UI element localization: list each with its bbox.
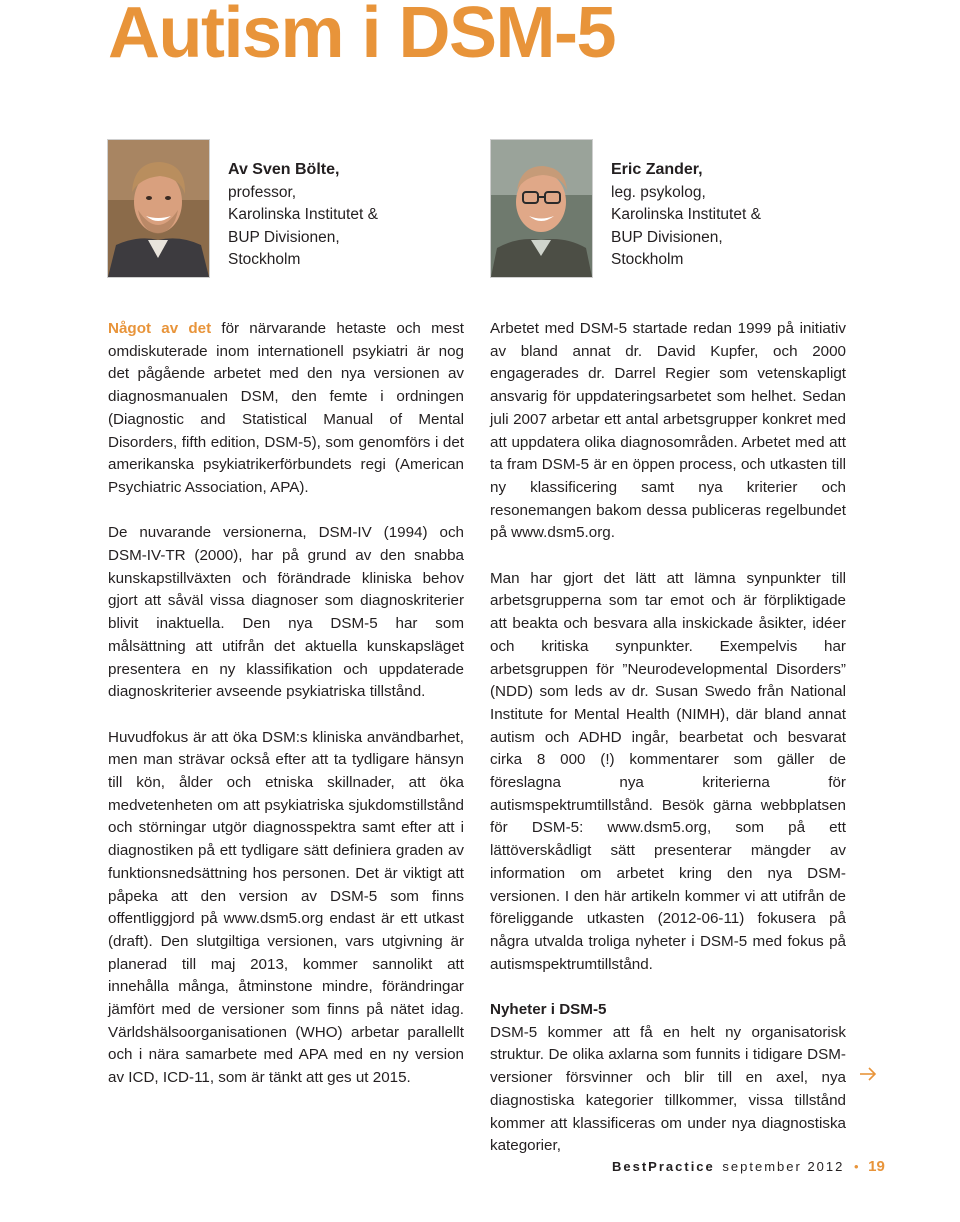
author-division: BUP Divisionen, xyxy=(611,228,723,246)
right-column xyxy=(490,318,846,1181)
author-affiliation: Karolinska Institutet & xyxy=(228,206,378,223)
author-byline-2 xyxy=(611,159,841,272)
author-title: professor, xyxy=(228,183,297,201)
lead-in: Något av det xyxy=(108,320,212,337)
separator-bullet: • xyxy=(853,1159,859,1174)
body-paragraph: Huvudfokus är att öka DSM:s kliniska användbarhet, men man strävar också efter att ta tydligare hänsyn till kön, ålder och etniska skillnader, att öka medvetenheten om att psykiatriska sjukdomstillstånd och störningar utgör diagnosspektra samt efter att i diagnostiken på ett tydligare sätt definiera graden av funktionsnedsättning hos personen. Det är viktigt att påpeka att den version av DSM-5 som finns offentliggjord på www.dsm5.org endast är ett utkast (draft). Den slutgiltiga versionen, vars utgivning är planerad till maj 2013, kommer sannolikt att innehålla många, åtminstone mindre, förändringar jämfört med de versioner som finns på nätet idag. Världshälsoorganisationen (WHO) arbetar parallellt och i nära samarbete med APA med en ny version av ICD, ICD-11, som är tänkt att ges ut 2015. xyxy=(108,728,464,1087)
page-number: 19 xyxy=(868,1158,885,1175)
page-footer xyxy=(612,1158,885,1175)
section-heading: Nyheter i DSM-5 xyxy=(490,1001,607,1019)
body-paragraph: De nuvarande versionerna, DSM-IV (1994) och DSM-IV-TR (2000), har på grund av den snabba kunskapstillväxten och förändrade kliniska behov gjort att såväl vissa diagnoser som diagnoskriterier blivit inaktuella. Den nya DSM-5 har som målsättning att utifrån det aktuella kunskapsläget presentera en ny klassifikation och uppdaterade diagnoskriterier avseende psykiatriska tillstånd. xyxy=(108,524,464,701)
magazine-name: BestPractice xyxy=(612,1159,715,1174)
author-city: Stockholm xyxy=(611,251,684,268)
author-title: leg. psykolog, xyxy=(611,183,706,201)
body-paragraph xyxy=(108,318,464,500)
body-paragraph: Man har gjort det lätt att lämna synpunkter till arbetsgrupperna som tar emot och är förpliktigade att beakta och besvara alla inskickade åsikter, idéer och kritiska synpunkter. Exempelvis har arbetsgruppen för ”Neurodevelopmental Disorders” (NDD) som leds av dr. Susan Swedo från National Institute for Mental Health (NIMH), där bland annat autism och ADHD ingår, bearbetat och besvarat cirka 8 000 (!) kommentarer som gäller de föreslagna nya kriterierna för autismspektrumtillstånd. Besök gärna webbplatsen för DSM-5: www.dsm5.org, som på ett lättöverskådligt sätt presenterar mängder av information om arbetet kring den nya DSM-versionen. I den här artikeln kommer vi att utifrån de föreliggande utkasten (2012-06-11) fokusera på några utvalda troliga nyheter i DSM-5 med fokus på autismspektrumtillstånd. xyxy=(490,569,846,973)
author-name: Av Sven Bölte, xyxy=(228,161,340,178)
paragraph-text: för närvarande hetaste och mest omdiskuterade inom internationell psykiatri är nog det pågående arbetet med den nya versionen av diagnosmanualen DSM, den femte i ordningen (Diagnostic and Statistical Manual of Mental Disorders, fifth edition, DSM-5), som genomförs i det amerikanska psykiatrikerförbundets regi (American Psychiatric Association, APA). xyxy=(108,320,465,496)
body-paragraph: DSM-5 kommer att få en helt ny organisatorisk struktur. De olika axlarna som funnits i tidigare DSM-versioner försvinner och blir till en axel, nya diagnostiska kategorier tillkommer, vissa tillstånd kommer att klassificeras om under nya diagnostiska kategorier, xyxy=(490,1023,846,1155)
author-city: Stockholm xyxy=(228,251,301,268)
author-photo-eric-zander xyxy=(490,139,593,278)
left-column xyxy=(108,318,464,1113)
author-name: Eric Zander, xyxy=(611,161,703,178)
issue-date: september 2012 xyxy=(722,1159,845,1174)
author-photo-sven-bolte xyxy=(107,139,210,278)
body-paragraph: Arbetet med DSM-5 startade redan 1999 på initiativ av bland annat dr. David Kupfer, och 2000 engagerades dr. Darrel Regier som vetenskapligt ansvarig för uppdateringsarbetet som helhet. Sedan juli 2007 arbetar ett antal arbetsgrupper konkret med att uppdatera olika diagnosområden. Arbetet med att ta fram DSM-5 är en öppen process, och utkasten till ny klassificering samt nya kriterier och resonemangen bakom dessa publiceras regelbundet på www.dsm5.org. xyxy=(490,320,846,542)
author-division: BUP Divisionen, xyxy=(228,228,340,246)
author-byline-1 xyxy=(228,159,458,272)
arrow-right-icon xyxy=(858,1066,878,1082)
page-title: Autism i DSM-5 xyxy=(108,0,616,73)
author-affiliation: Karolinska Institutet & xyxy=(611,206,761,223)
